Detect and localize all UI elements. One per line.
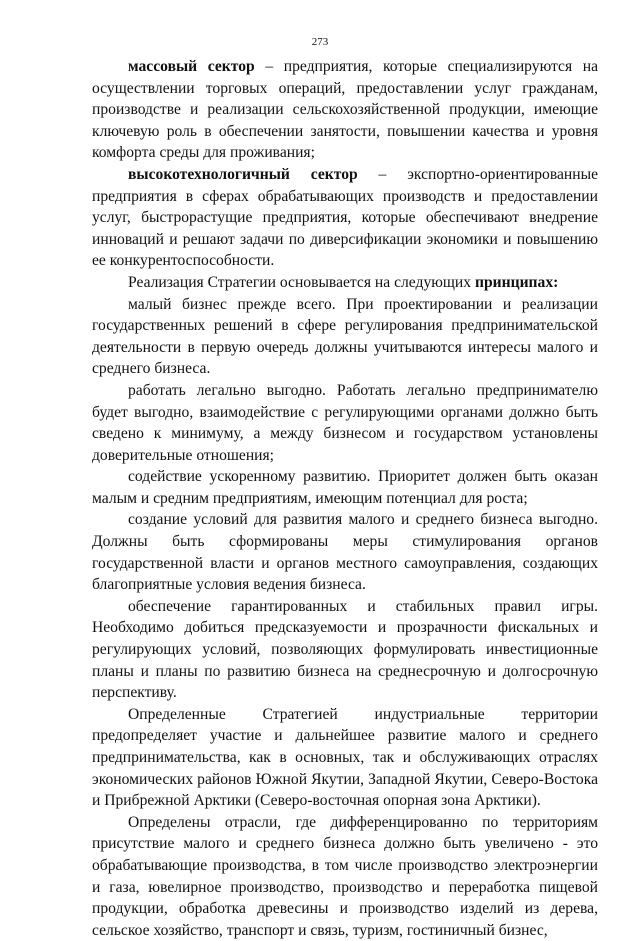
paragraph-mass-sector bbox=[92, 56, 598, 164]
paragraph-principle-conditions: создание условий для развития малого и среднего бизнеса выгодно. Должны быть сформированы меры стимулирования органов государственной власти и органов местного самоуправления, создающих благоприятные условия ведения бизнеса. bbox=[92, 511, 598, 594]
term-mass-sector: массовый сектор bbox=[128, 58, 255, 75]
term-principles: принципах: bbox=[474, 273, 559, 291]
paragraph-industrial-territories: Определенные Стратегией индустриальные территории предопределяет участие и дальнейшее развитие малого и среднего предпринимательства, как в основных, так и обслуживающих отраслях экономических районов Южной Якутии, Западной Якутии, Северо-Востока и Прибрежной Арктики (Северо-восточная опорная зона Арктики). bbox=[92, 705, 598, 810]
paragraph-principles-intro bbox=[92, 272, 598, 294]
paragraph-principle-small-business: малый бизнес прежде всего. При проектировании и реализации государственных решений в сфере регулирования предпринимательской деятельности в первую очередь должны учитываются интересы малого и среднего бизнеса. bbox=[92, 295, 598, 378]
paragraph-text: Реализация Стратегии основывается на следующих bbox=[128, 273, 475, 291]
paragraph-principle-rules: обеспечение гарантированных и стабильных правил игры. Необходимо добиться предсказуемости и прозрачности фискальных и регулирующих условий, позволяющих формулировать инвестиционные планы и планы по развитию бизнеса на среднесрочную и долгосрочную перспективу. bbox=[92, 597, 598, 702]
document-body bbox=[92, 56, 598, 941]
paragraph-text: – экспортно-ориентированные предприятия в сферах обрабатывающих производств и предоставлении услуг, быстрорастущие предприятия, которые обеспечивают внедрение инноваций и решают задачи по диверсификации экономики и повышению ее конкурентоспособности. bbox=[92, 165, 599, 270]
paragraph-text: – предприятия, которые специализируются на осуществлении торговых операций, предоставлении услуг гражданам, производстве и реализации сельскохозяйственной продукции, имеющие ключевую роль в обеспечении занятости, повышении качества и уровня комфорта среды для проживания; bbox=[92, 58, 598, 162]
paragraph-principle-growth: содействие ускоренному развитию. Приоритет должен быть оказан малым и средним предприятиям, имеющим потенциал для роста; bbox=[92, 468, 598, 507]
paragraph-hightech-sector bbox=[92, 164, 598, 272]
page-number: 273 bbox=[311, 36, 329, 48]
paragraph-principle-legal: работать легально выгодно. Работать легально предпринимателю будет выгодно, взаимодействие с регулирующими органами должно быть сведено к минимуму, а между бизнесом и государством установлены доверительные отношения; bbox=[92, 381, 598, 464]
term-hightech-sector: высокотехнологичный сектор bbox=[128, 165, 358, 183]
paragraph-industries: Определены отрасли, где дифференцированно по территориям присутствие малого и среднего бизнеса должно быть увеличено - это обрабатывающие производства, в том числе производство электроэнергии и газа, ювелирное производство, производство и переработка пищевой продукции, обработка древесины и производство изделий из дерева, сельское хозяйство, транспорт и связь, туризм, гостиничный бизнес, bbox=[92, 813, 598, 939]
